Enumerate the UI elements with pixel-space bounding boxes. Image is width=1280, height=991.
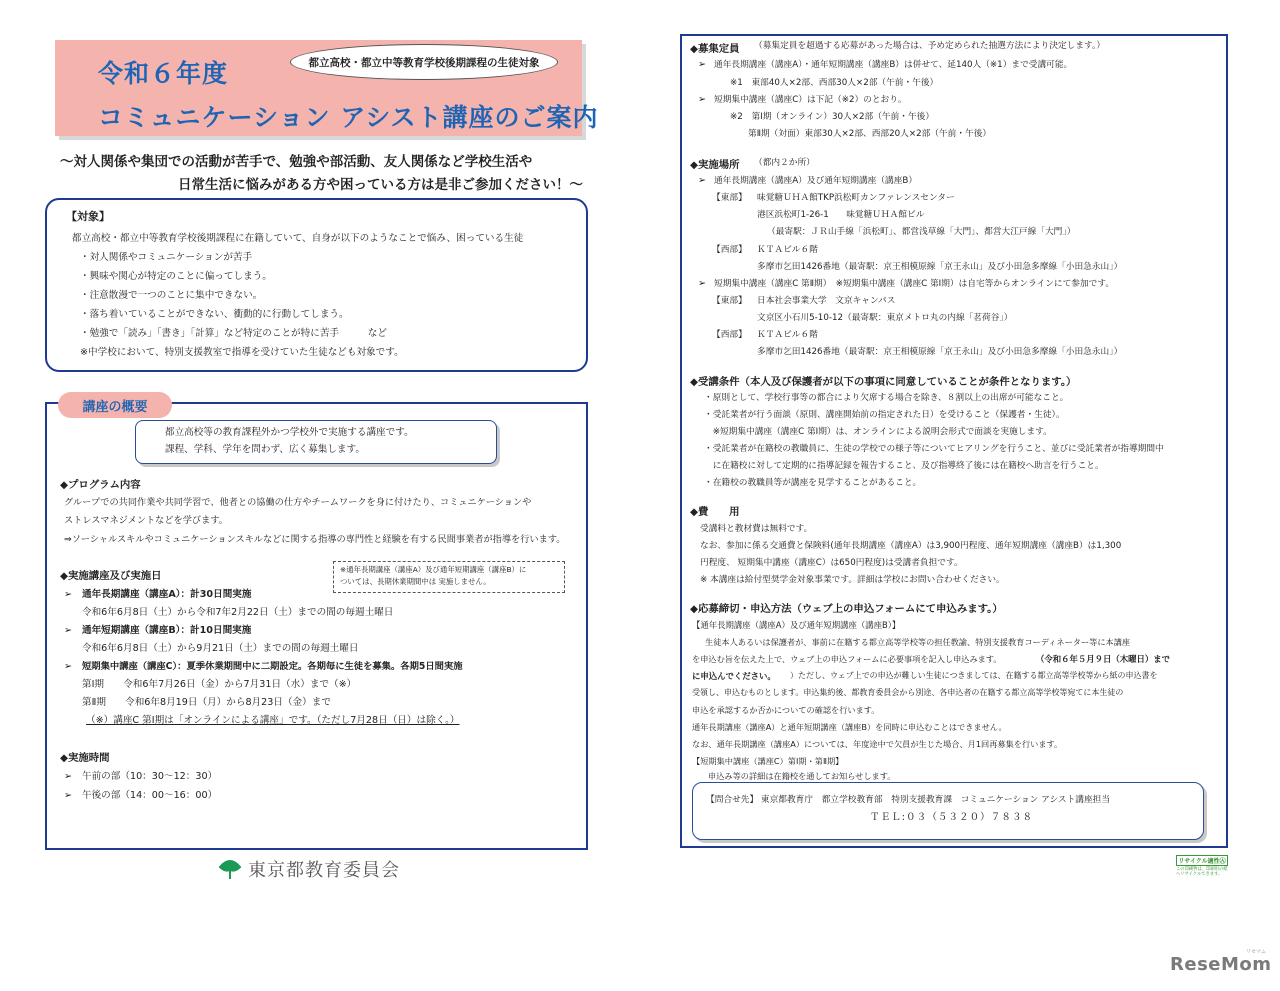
venue-c-east-label: 【東部】 <box>712 296 747 306</box>
target-item: ・勉強で「読み」「書き」「計算」など特定のことが特に苦手 など <box>80 328 387 339</box>
venue-heading: ◆実施場所 <box>690 159 740 171</box>
venue-ab-east-label: 【東部】 <box>712 193 747 203</box>
conditions-heading: ◆受講条件（本人及び保護者が以下の事項に同意していることが条件となります。） <box>690 376 1077 388</box>
time-morning: 午前の部（10：30～12：30） <box>82 771 218 782</box>
subtitle-line-1: ～対人関係や集団での活動が苦手で、勉強や部活動、友人関係など学校生活や <box>60 154 533 170</box>
program-line: ストレスマネジメントなどを学びます。 <box>64 515 228 526</box>
venue-ab-east-station: （最寄駅：ＪＲ山手線「浜松町」、都営浅草線「大門」、都営大江戸線「大門」） <box>767 227 1076 237</box>
time-heading: ◆実施時間 <box>60 752 110 764</box>
course-a-title: 通年長期講座（講座A）：計30日間実施 <box>82 589 252 600</box>
venue-ab-east-address: 港区浜松町1-26-1 味覚糖ＵＨＡ館ビル <box>757 210 925 220</box>
venue-ab-title: 通年長期講座（講座A）及び通年短期講座（講座B） <box>714 176 918 186</box>
arrow-icon: ➢ <box>64 661 73 672</box>
time-afternoon: 午後の部（14：00～16：00） <box>82 790 218 801</box>
target-heading: 【対象】 <box>66 210 110 223</box>
course-c-note: （※）講座C 第Ⅰ期は「オンラインによる講座」です。（ただし7月28日（日）は除く。） <box>86 715 460 726</box>
application-line-8: 申込み等の詳細は在籍校を通してお知らせします。 <box>708 771 896 781</box>
application-line-6: 通年長期講座（講座A）と通年短期講座（講座B）を同時に申込むことはできません。 <box>692 722 1007 732</box>
recycle-mark <box>1176 855 1228 882</box>
page-title: コミュニケーション アシスト講座のご案内 <box>98 103 599 132</box>
holiday-note-line-1: ※通年長期講座（講座A）及び通年短期講座（講座B）に <box>340 565 527 574</box>
arrow-icon: ➢ <box>698 278 707 289</box>
venue-ab-west-name: ＫＴＡビル６階 <box>757 245 818 255</box>
overview-summary-line-2: 課程、学科、学年を問わず、広く募集します。 <box>165 444 365 455</box>
course-b-date: 令和6年6月8日（土）から9月21日（土）までの間の毎週土曜日 <box>82 643 359 654</box>
contact-line-1: 【問合せ先】 東京都教育庁 都立学校教育部 特別支援教育課 コミュニケーション アシスト講座担当 <box>706 795 1111 805</box>
arrow-icon: ➢ <box>64 589 73 600</box>
recruitment-line-2: ※1 東部40人×2部、西部30人×2部（午前・午後） <box>730 78 939 88</box>
target-item: ・対人関係やコミュニケーションが苦手 <box>80 252 253 263</box>
recycle-note: この印刷物は、印刷用の紙へリサイクルできます。 <box>1176 867 1228 878</box>
arrow-icon: ➢ <box>64 625 73 636</box>
application-heading: ◆応募締切・申込方法（ウェブ上の申込フォームにて申込みます。） <box>690 603 1003 615</box>
condition-line: ・受託業者が行う面談（原則、講座開始前の指定された日）を受けること（保護者・生徒）。 <box>704 410 1065 420</box>
recruitment-line-3: 短期集中講座（講座C）は下記（※2）のとおり。 <box>714 95 907 105</box>
watermark-small: リセマム <box>1246 949 1266 955</box>
course-c-term-1: 第Ⅰ期 令和6年7月26日（金）から7月31日（水）まで（※） <box>82 679 357 690</box>
venue-c-west-name: ＫＴＡビル６階 <box>757 330 818 340</box>
application-line-4: 受領し、申込むものとします。申込集約後、都教育委員会から別途、各申込者の在籍する都立高等学校等宛てに本生徒の <box>692 688 1124 697</box>
schedule-heading: ◆実施講座及び実施日 <box>60 570 162 582</box>
venue-ab-east-name: 味覚糖ＵＨＡ館TKP浜松町カンファレンスセンター <box>757 193 955 203</box>
course-c-term-2: 第Ⅱ期 令和6年8月19日（月）から8月23日（金）まで <box>82 697 331 708</box>
course-a-date: 令和6年6月8日（土）から令和7年2月22日（土）までの間の毎週土曜日 <box>82 607 394 618</box>
course-c-title: 短期集中講座（講座C）：夏季休業期間中に二期設定。各期毎に生徒を募集。各期5日間実施 <box>82 661 463 672</box>
watermark-text: ReseMom <box>1170 954 1272 975</box>
fees-line: なお、参加に係る交通費と保険料(通年長期講座（講座A）は3,900円程度、通年短期講座（講座B）は1,300 <box>700 541 1122 551</box>
arrow-icon: ➢ <box>698 94 707 105</box>
application-line-5: 申込を承認するか否かについての確認を行います。 <box>692 705 880 715</box>
venue-ab-west-label: 【西部】 <box>712 245 747 255</box>
target-item: ・興味や関心が特定のことに偏ってしまう。 <box>80 271 272 282</box>
target-item: ・注意散漫で一つのことに集中できない。 <box>80 290 263 301</box>
target-item: ・落ち着いていることができない、衝動的に行動してしまう。 <box>80 309 349 320</box>
condition-line: ・原則として、学校行事等の都合により欠席する場合を除き、８割以上の出席が可能なこと。 <box>704 393 1069 403</box>
arrow-icon: ➢ <box>698 175 707 186</box>
application-line-3-bold: に申込んでください。 <box>692 671 776 681</box>
venue-c-west-address: 多摩市乞田1426番地（最寄駅：京王相模原線「京王永山」及び小田急多摩線「小田急永山」） <box>757 347 1123 357</box>
subtitle-line-2: 日常生活に悩みがある方や困っている方は是非ご参加ください！～ <box>178 177 583 193</box>
arrow-icon: ➢ <box>64 771 73 782</box>
recruitment-heading: ◆募集定員 <box>690 43 740 55</box>
program-line: ⇒ソーシャルスキルやコミュニケーションスキルなどに関する指導の専門性と経験を有する民間事業者が指導を行います。 <box>64 534 566 545</box>
application-line-3: ）ただし、ウェブ上での申込が難しい生徒につきましては、在籍する都立高等学校等から紙の申込書を <box>790 671 1158 680</box>
board-logo <box>218 856 418 882</box>
application-ab-label: 【通年長期講座（講座A）及び通年短期講座（講座B）】 <box>692 620 901 630</box>
condition-line: に在籍校に対して定期的に指導記録を報告すること、及び指導終了後には在籍校へ助言を行うこと。 <box>704 461 1104 471</box>
resemom-watermark <box>1170 949 1272 979</box>
application-line-1: 生徒本人あるいは保護者が、事前に在籍する都立高等学校等の担任教諭、特別支援教育コーディネーター等に本講座 <box>705 637 1131 647</box>
target-intro: 都立高校・都立中等教育学校後期課程に在籍していて、自身が以下のようなことで悩み、困っている生徒 <box>72 233 524 244</box>
venue-c-east-address: 文京区小石川5-10-12（最寄駅：東京メトロ丸の内線「茗荷谷」） <box>757 313 1013 323</box>
fees-line: 受講料と教材費は無料です。 <box>700 524 813 534</box>
venue-c-east-name: 日本社会事業大学 文京キャンパス <box>757 296 896 306</box>
recruitment-line-5: 第Ⅱ期（対面）東部30人×2部、西部20人×2部（午前・午後） <box>748 129 992 139</box>
course-b-title: 通年短期講座（講座B）：計10日間実施 <box>82 625 252 636</box>
venue-ab-west-address: 多摩市乞田1426番地（最寄駅：京王相模原線「京王永山」及び小田急多摩線「小田急永山」） <box>757 262 1123 272</box>
venue-note: （都内２か所） <box>754 158 815 168</box>
venue-c-west-label: 【西部】 <box>712 330 747 340</box>
application-line-2: を申込む旨を伝えた上で、ウェブ上の申込フォームに必要事項を記入し申込みます。 <box>692 654 1002 664</box>
target-bubble: 都立高校・都立中等教育学校後期課程の生徒対象 <box>290 44 558 80</box>
condition-line: ・受託業者が在籍校の教職員に、生徒の学校での様子等についてヒアリングを行うこと、並びに受託業者が指導期間中 <box>704 444 1164 454</box>
venue-c-title: 短期集中講座（講座C 第Ⅱ期） ※短期集中講座（講座C 第Ⅰ期）は自宅等からオンラインにて参加です。 <box>714 279 1115 289</box>
contact-phone: ＴＥＬ:０３（５３２０）７８３８ <box>870 812 1034 823</box>
board-name: 東京都教育委員会 <box>248 860 400 881</box>
fees-heading: ◆費 用 <box>690 506 740 518</box>
application-line-7: なお、通年長期講座（講座A）については、年度途中で欠員が生じた場合、月1回再募集を行います。 <box>692 739 1063 749</box>
holiday-note-line-2: ついては、長期休業期間中は 実施しません。 <box>340 577 491 586</box>
arrow-icon: ➢ <box>698 59 707 70</box>
overview-tab: 講座の概要 <box>58 392 172 418</box>
recruitment-line-1: 通年長期講座（講座A）・通年短期講座（講座B）は併せて、延140人（※1）まで受講可能。 <box>714 60 1073 70</box>
application-c-label: 【短期集中講座（講座C）第Ⅰ期・第Ⅱ期】 <box>692 756 844 766</box>
fees-line: ※ 本講座は給付型奨学金対象事業です。詳細は学校にお問い合わせください。 <box>700 575 1005 585</box>
target-note: ※中学校において、特別支援教室で指導を受けていた生徒なども対象です。 <box>80 347 404 358</box>
program-heading: ◆プログラム内容 <box>60 479 141 491</box>
overview-summary-line-1: 都立高校等の教育課程外かつ学校外で実施する講座です。 <box>165 427 414 438</box>
fees-line: 円程度、 短期集中講座（講座C）は650円程度)は受講者負担です。 <box>700 558 963 568</box>
recruitment-line-4: ※2 第Ⅰ期（オンライン）30人×2部（午前・午後） <box>730 112 935 122</box>
ginkgo-leaf-icon <box>218 857 242 881</box>
recycle-label: リサイクル適性Ⓐ <box>1176 855 1228 866</box>
condition-line: ・在籍校の教職員等が講座を見学することがあること。 <box>704 478 922 488</box>
title-year: 令和６年度 <box>98 59 229 88</box>
condition-line: ※短期集中講座（講座C 第Ⅰ期）は、オンラインによる説明会形式で面談を実施します。 <box>704 427 1052 437</box>
program-line: グループでの共同作業や共同学習で、他者との協働の仕方やチームワークを身に付けたり、コミュニケーションや <box>64 497 532 508</box>
recruitment-note: （募集定員を超過する応募があった場合は、予め定められた抽選方法により決定します。） <box>754 41 1106 51</box>
arrow-icon: ➢ <box>64 790 73 801</box>
application-deadline: （令和６年５月９日（木曜日）まで <box>1036 654 1170 664</box>
